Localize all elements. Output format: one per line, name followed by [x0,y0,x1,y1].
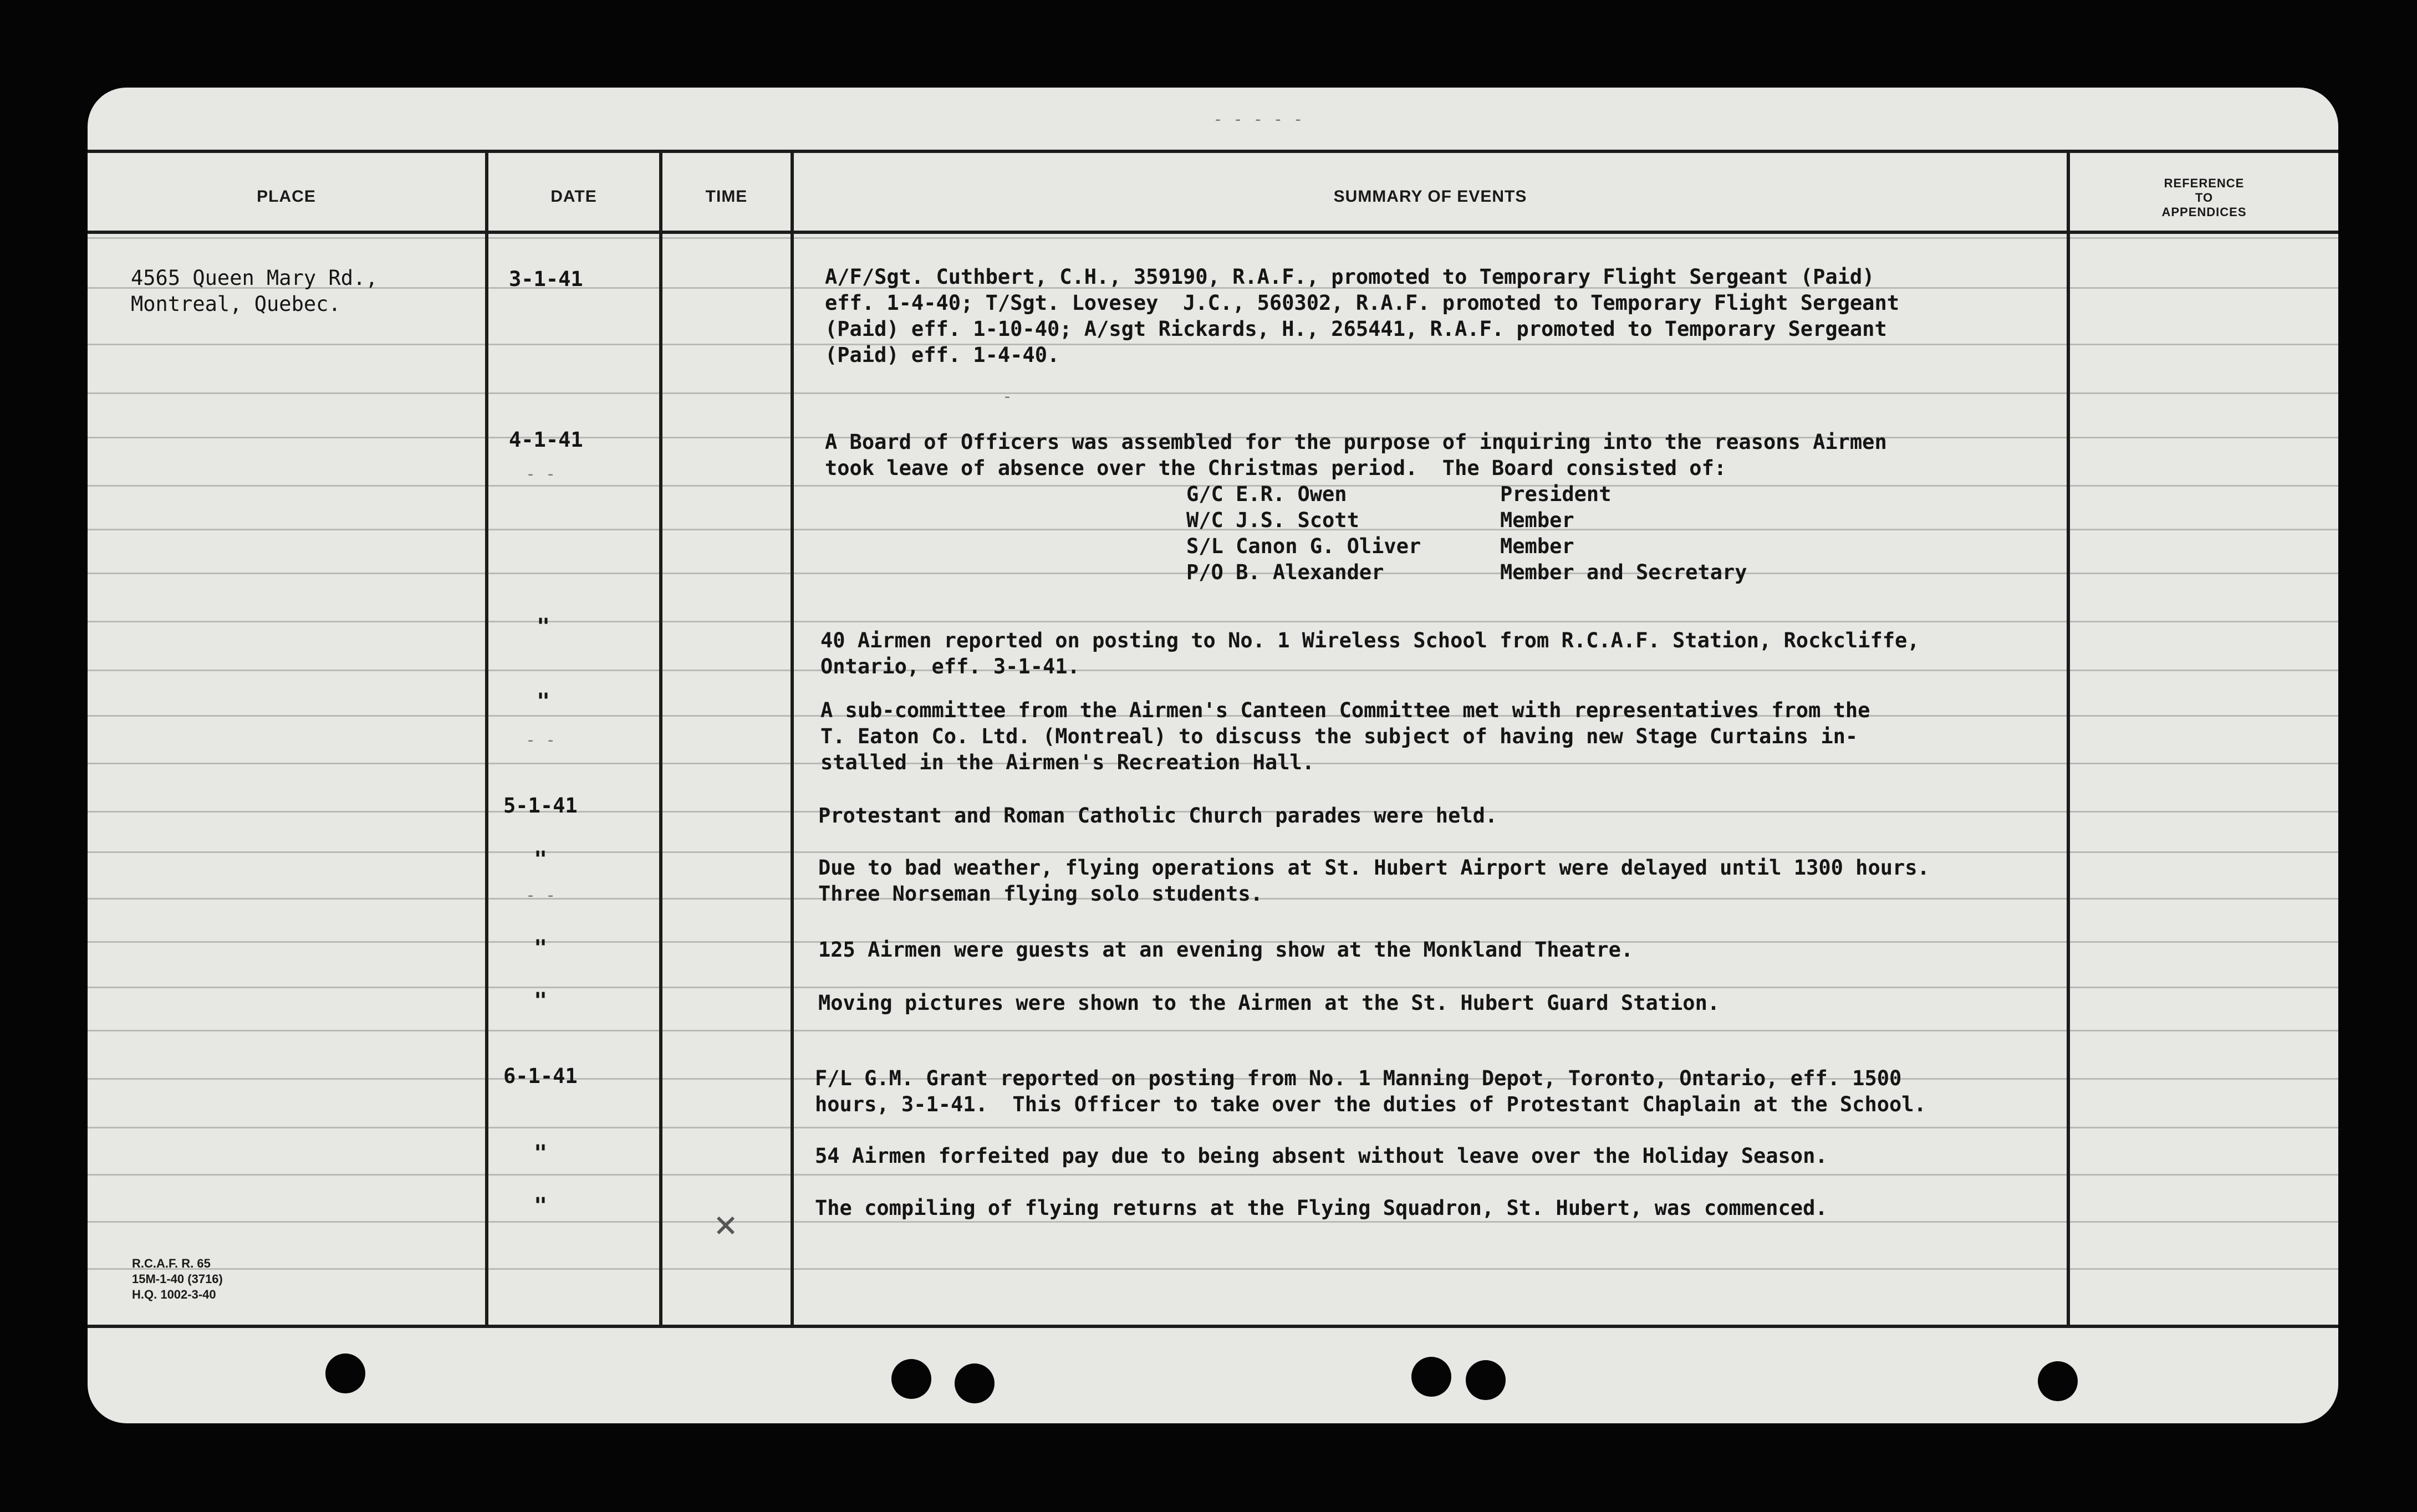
entry-summary: The compiling of flying returns at the Flying Squadron, St. Hubert, was commenced. [815,1196,1828,1220]
column-divider [791,150,794,1325]
board-role: Member and Secretary [1500,560,1747,584]
entry-summary: 125 Airmen were guests at an evening show at the Monkland Theatre. [818,938,1634,962]
reference-header: REFERENCE TO APPENDICES [2161,176,2247,219]
punch-hole [325,1353,365,1393]
board-officer: G/C E.R. Owen [1186,482,1347,506]
header-bottom-rule [88,231,2338,234]
entry-summary: A Board of Officers was assembled for the purpose of inquiring into the reasons Airmen took leave of absence over the Christmas period. The Board consisted of: [825,430,1887,480]
ditto-mark: " [534,1141,548,1166]
stray-dash: - - - - - [1213,110,1303,129]
punch-hole [1466,1360,1506,1400]
column-divider [659,150,662,1325]
board-role: President [1500,482,1612,506]
board-officer: W/C J.S. Scott [1186,508,1359,532]
header-top-rule [88,150,2338,153]
board-role: Member [1500,508,1574,532]
entry-date: 5-1-41 [503,794,578,818]
punch-hole [2038,1361,2078,1401]
entry-date: 6-1-41 [503,1064,578,1088]
entry-summary: 40 Airmen reported on posting to No. 1 Wireless School from R.C.A.F. Station, Rockcliffe, Ontario, eff. 3-1-41. [820,629,1920,678]
entry-date: 3-1-41 [509,267,583,291]
ditto-mark: " [534,988,548,1014]
form-number: R.C.A.F. R. 65 15M-1-40 (3716) H.Q. 1002-3-40 [132,1256,223,1301]
ditto-mark: " [534,1193,548,1219]
entry-summary: A/F/Sgt. Cuthbert, C.H., 359190, R.A.F., promoted to Temporary Flight Sergeant (Paid) eff. 1-4-40; T/Sgt. Lovesey J.C., 560302, R.A.F. promoted to Temporary Flight Sergeant (Paid) eff. 1-10-40; A/sgt Rickards, H., 265441, R.A.F. promoted to Temporary Sergeant (Paid) eff. 1-4-40. [825,265,1900,367]
punch-hole [955,1363,995,1403]
stray-dash: - - [526,886,556,905]
column-divider [485,150,488,1325]
board-officer: P/O B. Alexander [1186,560,1384,584]
entry-summary: A sub-committee from the Airmen's Canteen Committee met with representatives from the T. Eaton Co. Ltd. (Montreal) to discuss the subject of having new Stage Curtains in- stalled in the Airmen's Recreation Hall. [820,698,1870,774]
ditto-mark: " [534,847,548,872]
stray-dash: - - [526,464,556,484]
ditto-mark: " [534,936,548,961]
entry-summary: 54 Airmen forfeited pay due to being absent without leave over the Holiday Season. [815,1144,1828,1168]
punch-hole [891,1359,931,1399]
entry-summary: Moving pictures were shown to the Airmen at the St. Hubert Guard Station. [818,991,1720,1015]
place-header: PLACE [257,187,316,206]
tick-mark: × [714,1202,738,1247]
diary-card [88,88,2338,1423]
ditto-mark: " [537,614,550,640]
entry-date: 4-1-41 [509,428,583,452]
time-header: TIME [705,187,748,206]
entry-summary: F/L G.M. Grant reported on posting from No. 1 Manning Depot, Toronto, Ontario, eff. 1500 hours, 3-1-41. This Officer to take over the duties of Protestant Chaplain at the School. [815,1066,1926,1116]
date-header: DATE [550,187,597,206]
ditto-mark: " [537,689,550,714]
stray-dash: - [1002,387,1013,406]
board-officer: S/L Canon G. Oliver [1186,534,1421,558]
board-role: Member [1500,534,1574,558]
stray-dash: - - [526,731,556,750]
entry-summary: Due to bad weather, flying operations at St. Hubert Airport were delayed until 1300 hours. Three Norseman flying solo students. [818,856,1930,906]
place-address: 4565 Queen Mary Rd., Montreal, Quebec. [131,266,378,316]
punch-hole [1411,1357,1451,1397]
summary-header: SUMMARY OF EVENTS [1333,187,1527,206]
table-bottom-rule [88,1325,2338,1328]
column-divider [2067,150,2070,1325]
entry-summary: Protestant and Roman Catholic Church parades were held. [818,804,1498,827]
